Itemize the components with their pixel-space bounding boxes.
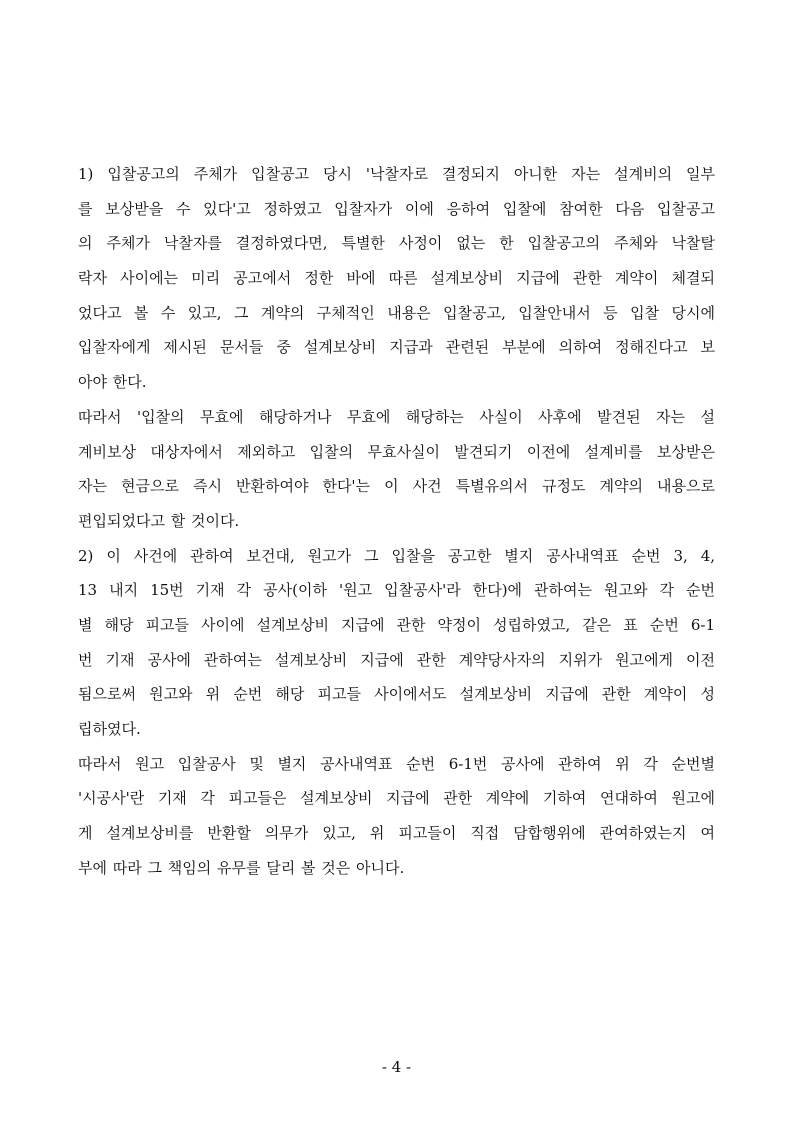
page-number: - 4 - <box>381 1058 412 1076</box>
text-line: 됨으로써 원고와 위 순번 해당 피고들 사이에서도 설계보상비 지급에 관한 계약이 성 <box>78 685 715 704</box>
text-line: 계비보상 대상자에서 제외하고 입찰의 무효사실이 발견되기 이전에 설계비를 보상받은 <box>78 442 715 461</box>
text-line: 입찰자에게 제시된 문서들 중 설계보상비 지급과 관련된 부분에 의하여 정해진다고 보 <box>78 338 715 357</box>
text-line: 따라서 원고 입찰공사 및 별지 공사내역표 순번 6-1번 공사에 관하여 위 각 순번별 <box>78 754 715 773</box>
text-line: 아야 한다. <box>78 373 147 392</box>
text-line: 13 내지 15번 기재 각 공사(이하 '원고 입찰공사'라 한다)에 관하여는 원고와 각 순번 <box>78 581 715 600</box>
text-line: 부에 따라 그 책임의 유무를 달리 볼 것은 아니다. <box>78 858 405 877</box>
text-line: 의 주체가 낙찰자를 결정하였다면, 특별한 사정이 없는 한 입찰공고의 주체와 낙찰탈 <box>78 234 715 253</box>
text-line: 락자 사이에는 미리 공고에서 정한 바에 따른 설계보상비 지급에 관한 계약이 체결되 <box>78 269 715 288</box>
paragraph <box>78 400 715 539</box>
text-line: 자는 현금으로 즉시 반환하여야 한다'는 이 사건 특별유의서 규정도 계약의 내용으로 <box>78 477 715 496</box>
text-line: 게 설계보상비를 반환할 의무가 있고, 위 피고들이 직접 담합행위에 관여하였는지 여 <box>78 824 715 843</box>
paragraph <box>78 539 715 747</box>
text-line: 립하였다. <box>78 720 141 738</box>
paragraph <box>78 747 715 886</box>
text-line: '시공사'란 기재 각 피고들은 설계보상비 지급에 관한 계약에 기하여 연대하여 원고에 <box>78 789 715 808</box>
text-line: 따라서 '입찰의 무효에 해당하거나 무효에 해당하는 사실이 사후에 발견된 자는 설 <box>78 407 715 426</box>
text-line: 별 해당 피고들 사이에 설계보상비 지급에 관한 약정이 성립하였고, 같은 표 순번 6-1 <box>78 615 715 634</box>
text-line: 1) 입찰공고의 주체가 입찰공고 당시 '낙찰자로 결정되지 아니한 자는 설계비의 일부 <box>78 165 715 183</box>
document-body <box>78 157 715 885</box>
text-line: 를 보상받을 수 있다'고 정하였고 입찰자가 이에 응하여 입찰에 참여한 다음 입찰공고 <box>78 199 715 218</box>
text-line: 편입되었다고 할 것이다. <box>78 511 240 530</box>
text-line: 2) 이 사건에 관하여 보건대, 원고가 그 입찰을 공고한 별지 공사내역표 순번 3, 4, <box>78 546 715 565</box>
paragraph <box>78 157 715 400</box>
text-line: 었다고 볼 수 있고, 그 계약의 구체적인 내용은 입찰공고, 입찰안내서 등 입찰 당시에 <box>78 303 715 322</box>
text-line: 번 기재 공사에 관하여는 설계보상비 지급에 관한 계약당사자의 지위가 원고에게 이전 <box>78 650 715 669</box>
